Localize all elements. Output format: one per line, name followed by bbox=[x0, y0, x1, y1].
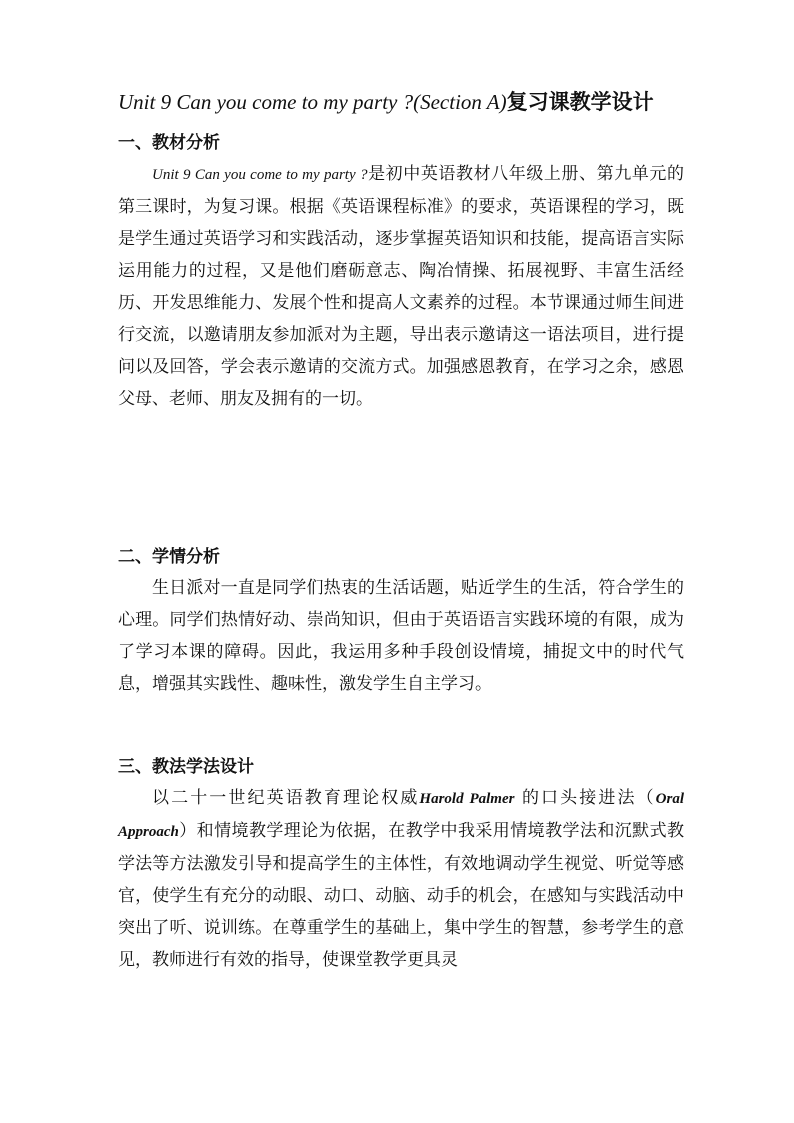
paragraph-text: 是初中英语教材八年级上册、第九单元的第三课时，为复习课。根据《英语课程标准》的要求，英语课程的学习，既是学生通过英语学习和实践活动，逐步掌握英语知识和技能，提高语言实际运用能力的过程，又是他们磨砺意志、陶冶情操、拓展视野、丰富生活经历、开发思维能力、发展个性和提高人文素养的过程。本节课通过师生间进行交流，以邀请朋友参加派对为主题，导出表示邀请这一语法项目，进行提问以及回答，学会表示邀请的交流方式。加强感恩教育，在学习之余，感恩父母、老师、朋友及拥有的一切。 bbox=[118, 164, 684, 409]
section-heading-method-design: 三、教法学法设计 bbox=[118, 757, 254, 777]
paragraph-text-c: ）和情境教学理论为依据，在教学中我采用情境教学法和沉默式教学法等方法激发引导和提高学生的主体性，有效地调动学生视觉、听觉等感官，使学生有充分的动眼、动口、动脑、动手的机会，在感知与实践活动中突出了听、说训练。在尊重学生的基础上，集中学生的智慧，参考学生的意见，教师进行有效的指导，使课堂教学更具灵 bbox=[118, 821, 684, 970]
paragraph-term: Oral Approach bbox=[118, 791, 685, 840]
section-heading-textbook-analysis: 一、教材分析 bbox=[118, 133, 220, 153]
document-title bbox=[118, 86, 718, 118]
title-chinese: 复习课教学设计 bbox=[506, 89, 654, 114]
section-paragraph-student-analysis: 生日派对一直是同学们热衷的生活话题，贴近学生的生活，符合学生的心理。同学们热情好动、崇尚知识，但由于英语语言实践环境的有限，成为了学习本课的障碍。因此，我运用多种手段创设情境，捕捉文中的时代气息，增强其实践性、趣味性，激发学生自主学习。 bbox=[118, 578, 684, 694]
paragraph-person-name: Harold Palmer bbox=[419, 791, 515, 807]
section-paragraph-textbook-analysis bbox=[118, 158, 684, 415]
section-paragraph-method-design bbox=[118, 782, 684, 976]
section-heading-student-analysis: 二、学情分析 bbox=[118, 547, 220, 567]
title-english: Unit 9 Can you come to my party ?(Section A) bbox=[118, 90, 507, 114]
paragraph-text-b: 的口头接进法（ bbox=[514, 788, 656, 808]
paragraph-english-title: Unit 9 Can you come to my party ? bbox=[152, 167, 368, 183]
paragraph-text-a: 以二十一世纪英语教育理论权威 bbox=[152, 788, 420, 808]
